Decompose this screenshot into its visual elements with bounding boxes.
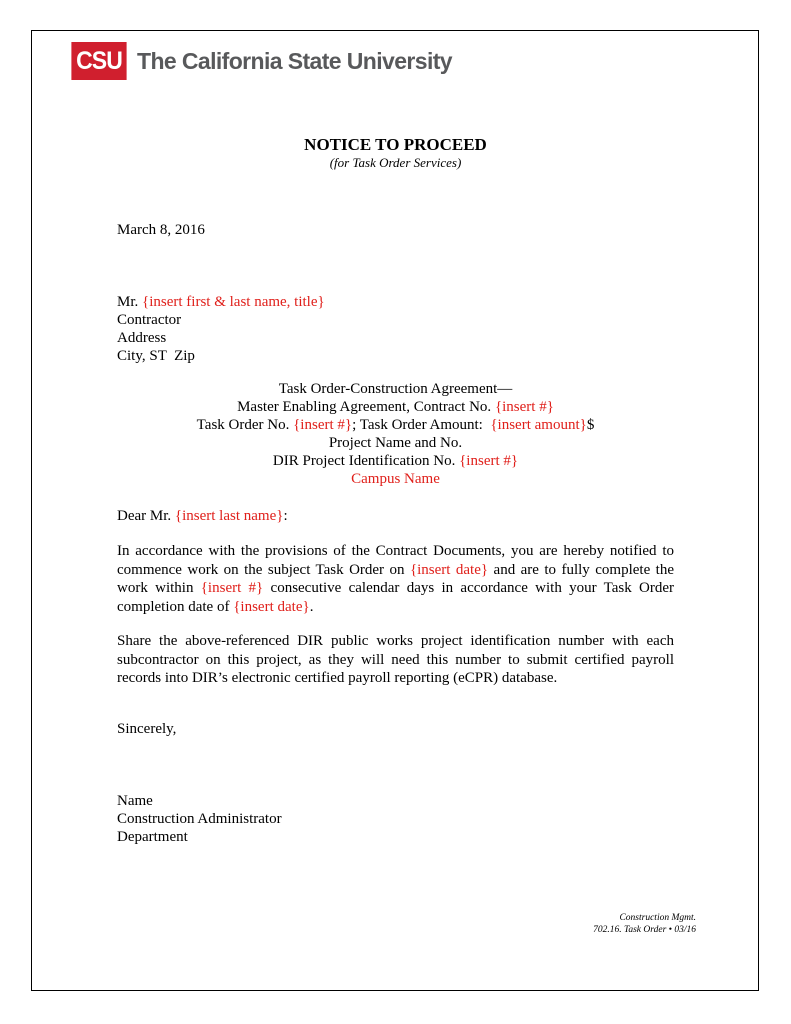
paragraph-dir-share: Share the above-referenced DIR public works project identification number with each subcontractor on this project, as they will need this number to submit certified payroll records into DIR’s electronic certified payroll reporting (eCPR) database. <box>117 633 674 686</box>
reference-line-contract: Master Enabling Agreement, Contract No. {insert #} <box>237 399 554 415</box>
task-order-amount-placeholder: {insert amount} <box>490 417 587 433</box>
signature-name: Name <box>117 793 153 809</box>
signature-block <box>117 792 282 846</box>
footer-line-2: 702.16. Task Order • 03/16 <box>593 925 696 935</box>
recipient-name-line: Mr. {insert first & last name, title} <box>117 294 325 310</box>
reference-line-dir: DIR Project Identification No. {insert #} <box>272 453 519 469</box>
signature-title: Construction Administrator <box>117 811 282 827</box>
contract-no-placeholder: {insert #} <box>494 399 554 415</box>
start-date-placeholder: {insert date} <box>409 561 489 578</box>
csu-logo-mark: CSU <box>71 42 126 80</box>
recipient-city: City, ST Zip <box>117 348 195 364</box>
reference-line-task-order: Task Order No. {insert #}; Task Order Amount: {insert amount}$ <box>196 417 595 433</box>
task-order-no-placeholder: {insert #} <box>293 417 353 433</box>
recipient-block <box>117 293 325 365</box>
days-placeholder: {insert #} <box>200 580 264 596</box>
csu-logo-name: The California State University <box>137 47 452 74</box>
letter-date: March 8, 2016 <box>117 222 205 238</box>
document-subtitle: (for Task Order Services) <box>329 155 462 170</box>
document-title: NOTICE TO PROCEED <box>304 135 487 154</box>
paragraph-notice: In accordance with the provisions of the Contract Documents, you are hereby notified to commence work on the subject Task Order on {insert date} and are to fully complete the work within {insert #} consecutive calendar days in accordance with your Task Order completion date of {insert date}. <box>117 543 674 615</box>
recipient-address: Address <box>117 330 167 346</box>
completion-date-placeholder: {insert date} <box>233 598 310 615</box>
recipient-company: Contractor <box>117 312 182 328</box>
greeting-name-placeholder: {insert last name} <box>174 508 284 524</box>
footer-line-1: Construction Mgmt. <box>619 913 696 923</box>
dir-id-placeholder: {insert #} <box>459 453 519 469</box>
closing: Sincerely, <box>117 721 177 737</box>
signature-department: Department <box>117 829 188 845</box>
reference-line-agreement: Task Order-Construction Agreement— <box>278 381 513 397</box>
recipient-name-placeholder: {insert first & last name, title} <box>142 294 325 310</box>
reference-line-project: Project Name and No. <box>328 435 463 451</box>
csu-logo <box>69 42 452 80</box>
reference-block <box>0 380 791 488</box>
greeting: Dear Mr. {insert last name}: <box>117 508 288 524</box>
campus-name-placeholder: Campus Name <box>351 471 440 487</box>
footer <box>593 912 696 936</box>
